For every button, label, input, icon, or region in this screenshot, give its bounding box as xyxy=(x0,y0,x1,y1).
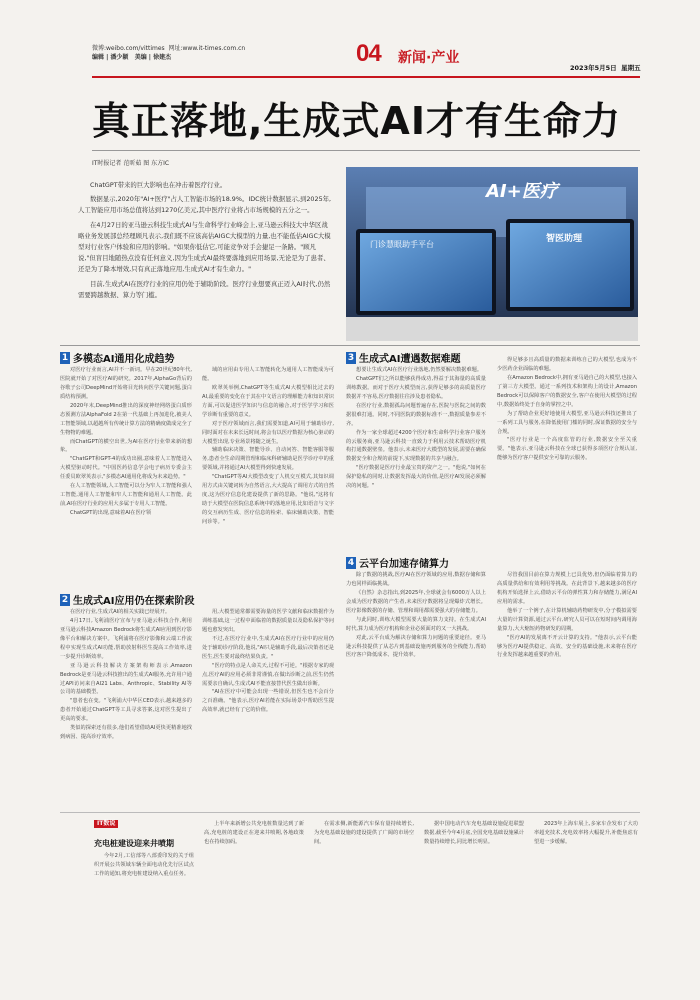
body-paragraph: "ChatGPT和GPT-4的成功出圈,意味着人工智能进入大模型驱动时代。"中国医药信息学会电子病历专委会主任委员欧翠英表示,"多模态AI通用化将成为未来趋势。" xyxy=(60,456,192,481)
section-heading-3 xyxy=(346,350,460,365)
body-paragraph: 在医疗行业,生成式AI的相关实践已经展开。 xyxy=(70,609,171,615)
intro-paragraph: ChatGPT带来的巨大影响也在冲击着医疗行业。 xyxy=(90,181,227,189)
photo-screen-title: AI+医疗 xyxy=(486,181,558,202)
body-paragraph: 与此同时,训练大模型需要大量的算力支持。在生成式AI时代,算力成为医疗机构和企业必须面对的又一大挑战。 xyxy=(346,616,486,632)
body-paragraph: 在医疗行业,数据孤岛问题普遍存在,医院与医院之间的数据很难打通。同时,不同医院的数据标准不一,数据质量参差不齐。 xyxy=(346,402,486,427)
body-paragraph: 域的应用由专用人工智能转化为通用人工智能成为可能。 xyxy=(202,367,334,382)
masthead-rule xyxy=(92,76,640,78)
body-paragraph: 今年2月,工信部等八部委印发的关于组织开展公共领域车辆全面电动化先行区试点工作的通知,将充电桩建设纳入重点任务。 xyxy=(94,853,194,877)
section-number: 4 xyxy=(347,557,355,568)
section-2-column-a xyxy=(60,608,192,806)
intro-paragraph: 数据显示,2020年"AI+医疗"占人工智能市场的18.9%。IDC统计数据显示,到2025年,人工智能应用市场总值将达到1270亿美元,其中医疗行业将占市场规模的五分之一。 xyxy=(78,195,332,215)
body-paragraph: 在需求侧,新能源汽车保有量持续增长,为充电基础设施的建设提供了广阔的市场空间。 xyxy=(314,821,414,845)
designer-name: 徐建杰 xyxy=(153,54,172,62)
section-4-column-a xyxy=(346,571,486,806)
body-paragraph: 上半年来新增公共充电桩数量达到了新高,充电桩的建设正在迎来井喷期,各地政策也在持续加码。 xyxy=(204,821,304,845)
body-paragraph: "医疗行业是一个高度监管的行业,数据安全至关重要。"他表示,亚马逊云科技在全球已获得多项医疗合规认证,能够为医疗客户提供安全可靠的云服务。 xyxy=(497,437,637,462)
section-number: 2 xyxy=(61,594,69,605)
designer-label: 美编 xyxy=(134,54,147,62)
intro-paragraph: 在4月27日的亚马逊云科技生成式AI与生命科学行业峰会上,亚马逊云科技大中华区战略业务发展部总经理顾凡表示,我们既不应该高估AIGC大模型的力量,也不能低估AIGC大模型对行业客户体验和应用的影响。"如果你低估它,可能竞争对手会捷足一条路。"顾凡说,"但盲目地随热点没有任何意义,因为生成式AI最终要落地到应用场景,无论是为了患者、还是为了降本增效,只有真正落地应用,生成式AI才有生命力。" xyxy=(78,220,331,274)
body-paragraph: 尽管我国目前在算力规模上已具优势,但仍面临着算力的高质量供给和有效利用等挑战。在此背景下,越来越多的医疗机构开始选择上云,借助云平台的弹性算力和存储能力,满足AI应用的需求。 xyxy=(497,572,637,605)
section-number: 1 xyxy=(61,352,69,363)
intro-block xyxy=(78,180,333,304)
bottom-column-a xyxy=(94,852,194,987)
page-number: 04 xyxy=(356,40,381,67)
weekday-text: 星期五 xyxy=(621,64,641,72)
body-paragraph: 用,大模型通常都需要海量的医学文献和临床数据作为训练基础,这一过程中面临着的数据质量以及隐私保护等问题也愈发突出。 xyxy=(202,609,334,633)
weibo-text: 微博:weibo.com/vittimes xyxy=(92,45,165,52)
body-paragraph: 对医疗行业而言,AI并不一新词。早在20世纪80年代,医院就开始了对医疗AI的研究。2017年,AlphaGo背后的谷歌子公司DeepMind开始将目光转向医学关键问题,蛋白质结构预测。 xyxy=(60,367,192,400)
body-paragraph: 2023年上海车展上,多家车企发布了大功率超充技术,充电效率将大幅提升,补能焦虑有望进一步缓解。 xyxy=(534,821,638,845)
section-4-column-b xyxy=(497,571,637,806)
body-paragraph: "医疗数据是医疗行业最宝贵的资产之一。"他说,"如何在保护隐私的同时,让数据发挥最大的价值,是医疗AI发展必须解决的问题。" xyxy=(346,465,486,490)
issue-date xyxy=(570,63,641,72)
section-title: 云平台加速存储算力 xyxy=(359,559,449,570)
body-paragraph: 不过,在医疗行业中,生成式AI在医疗行业中的应用仍处于辅助诊疗阶段,他说,"AI只是辅助手段,最后决策者还是医生,医生要对最终结果负责。" xyxy=(202,635,334,660)
body-paragraph: 对此,云平台成为解决存储和算力问题的重要途径。亚马逊云科技提供了从芯片到基础设施再到服务的全栈能力,帮助医疗客户降低成本、提升效率。 xyxy=(346,634,486,659)
section-heading-2 xyxy=(60,592,194,607)
section-title: 多模态AI通用化成趋势 xyxy=(73,354,175,365)
body-paragraph: 辅助临床决策、智能导诊、自动问答、智能客服等服务,患者全生命周期管理和临床科研辅助是医学诊疗中的重要领域,并将通过AI大模型得到快速发展。 xyxy=(202,447,334,472)
section-title: 生成式AI应用仍在探索阶段 xyxy=(73,596,195,607)
body-paragraph: 他举了一个例子,在计算机辅助药物研发中,分子模拟需要大量的计算资源,通过云平台,研究人员可以在短时间内调用海量算力,大大缩短药物研发的周期。 xyxy=(497,607,637,632)
body-paragraph: 4月17日,飞利浦医疗宣布与亚马逊云科技合作,利用亚马逊云科技Amazon Bedrock将生成式AI应用到医疗影像平台和解决方案中。飞利浦将在医疗影像和云端工作流程中实现生成式AI功能,帮助放射科医生提高工作效率,进一步提升诊断效率。 xyxy=(60,617,192,660)
body-paragraph: "医疗的特点是人命关天,过程不可逆。"根据专家的观点,医疗AI的应用必须非常谨慎,在做出诊断之前,医生仍然需要亲自确认,生成式AI不能直接替代医生做出诊断。 xyxy=(202,662,334,687)
body-paragraph: 在Amazon Bedrock中,拥有亚马逊自己的大模型,也接入了第三方大模型。通过一系列技术和架构上的设计,Amazon Bedrock可以保障客户的数据安全,客户在使用大模型的过程中,数据始终处于自身的掌控之中。 xyxy=(497,374,637,408)
body-paragraph: "AI在医疗中可能会出现一些错误,但医生也不会百分之百准确。"他表示,医疗AI若能在实际场景中帮助医生提高效率,就已经有了它的价值。 xyxy=(202,689,334,714)
body-paragraph: 除了数据的挑战,医疗AI在医疗领域的应用,数据存储和算力也同样面临挑战。 xyxy=(346,572,486,587)
body-paragraph: 《自然》杂志指出,到2025年,全球就会有6000万人以上会成为医疗数据的产生者,未来医疗数据将呈现爆炸式增长。医疗影像数据的存储、管理和调用都需要强大的存储能力。 xyxy=(346,589,486,614)
body-paragraph: "ChatGPT等AI大模型改变了人机交互模式,其知识调用方式由关键词转为自然语言,大大提高了调用方式的自然度,这为医疗信息化建设提供了新的思路。"他说,"这将有助于大模型在医院信息系统中的落地应用,比如语音与文字的交互病历生成、医疗信息的检索、临床辅助决策、智能问诊等。" xyxy=(202,474,334,525)
body-paragraph: 作为一家全球超过4200个医疗和生命科学行业客户服务的云服务商,亚马逊云科技一直致力于利用云技术帮助医疗机构打通数据壁垒。他表示,未来医疗大模型的发展,需要在确保数据安全和合规的前提下,实现数据的共享与融合。 xyxy=(346,429,486,463)
website-text: 网址:www.it-times.com.cn xyxy=(168,45,246,52)
body-paragraph: "患者也在变。"飞利浦大中华区CEO表示,越来越多的患者开始通过ChatGPT等工具寻求答案,这对医生提出了更高的要求。 xyxy=(60,698,192,723)
body-paragraph: 类似的探索还有很多,他们希望借助AI更快更精准地找到病因、提高诊疗效率。 xyxy=(60,725,192,741)
photo-screen-caption-right: 智医助理 xyxy=(546,234,583,244)
body-paragraph: ChatGPT的出现,意味着AI在医疗领 xyxy=(70,510,152,516)
body-paragraph: 为了帮助企业更好地使用大模型,亚马逊云科技还推出了一系列工具与服务,在降低使用门槛的同时,保证数据的安全与合规。 xyxy=(497,410,637,435)
headline-rule xyxy=(92,150,640,151)
section-heading-4 xyxy=(346,555,449,570)
body-paragraph: 2020年末,DeepMind推出的深度神经网络蛋白质形态预测方法AlphaFold 2在第一代基础上再加进化,被美人工智能领域,以超越所有传统计算方法的精确度做成完全了生物物的难题。 xyxy=(60,402,192,436)
bottom-column-e xyxy=(534,820,638,987)
body-paragraph: 在人工智能领域,人工智能可以分为窄人工智能和强人工智能,通用人工智能和窄人工智能和通用人工智能。此前,AI在医疗行业的应用大多属于专用人工智能。 xyxy=(60,483,192,508)
section-number: 3 xyxy=(347,352,355,363)
section-heading-1 xyxy=(60,350,174,365)
photo-screen-caption-left: 门诊慧眼助手平台 xyxy=(370,240,434,249)
body-paragraph: 想要让生成式AI在医疗行业落地,仍然要解决数据难题。 xyxy=(356,367,483,373)
bottom-column-c xyxy=(314,820,414,987)
body-paragraph: 而ChatGPT的横空出世,为AI在医疗行业带来新的想象。 xyxy=(60,438,192,454)
bottom-rule xyxy=(60,812,640,813)
bottom-column-b xyxy=(204,820,304,987)
body-paragraph: ChatGPT们之所以能够获得成功,得益于其海量的高质量训练数据。而对于医疗大模型而言,获得足够多的高质量医疗数据并不容易,医疗数据往往涉及患者隐私。 xyxy=(346,375,486,400)
body-paragraph: 据中国电动汽车充电基础设施促进联盟数据,截至今年4月底,全国充电基础设施累计数量持续增长,同比增长明显。 xyxy=(424,821,524,845)
section-2-column-b xyxy=(202,608,334,806)
section-3-column-b xyxy=(497,356,637,551)
body-paragraph: "医疗AI的发展离不开云计算的支持。"他表示,云平台能够为医疗AI提供稳定、高效、安全的基础设施,未来将在医疗行业发挥越来越重要的作用。 xyxy=(497,634,637,659)
byline: IT时报记者 范昕茹 图 东方IC xyxy=(92,160,170,167)
editor-name: 潘少颖 xyxy=(110,54,129,62)
body-paragraph: 对于医疗领域而言,我们需要知道,AI可用于辅助诊疗,同时面对在未来长远时间,将会有以医疗数据为核心驱动的大模型出现,专业场景将随之诞生。 xyxy=(202,420,334,445)
section-divider xyxy=(60,345,640,346)
masthead-info: 微博:weibo.com/vittimes 网址:www.it-times.com.cn 编辑 | 潘少颖 美编 | 徐建杰 xyxy=(92,45,246,62)
bottom-column-d xyxy=(424,820,524,987)
bottom-title: 充电桩建设迎来井喷期 xyxy=(94,839,174,848)
section-1-column-b xyxy=(202,366,334,586)
body-paragraph: 亚马逊云科技解决方案架构师表示,Amazon Bedrock是亚马逊云科技推出的生成式AI服务,允许用户通过API访问来自AI21 Labs、Anthropic、Stability AI等公司的基础模型。 xyxy=(60,662,192,696)
bottom-tag: IT数说 xyxy=(94,820,118,828)
intro-paragraph: 目前,生成式AI在医疗行业的应用仍处于辅助阶段。医疗行业想要真正迈入AI时代,仍然需要跨越数据、算力等门槛。 xyxy=(78,279,331,299)
body-paragraph: 欧翠英举例,ChatGPT等生成式AI大模型相比过去的AI,最重要的变化在于其在中文语言的理解能力和知识常识方面,可以促进医学知识与信息的融合,对于医学学习和医学诊断有重要的意义。 xyxy=(202,384,334,418)
editor-label: 编辑 xyxy=(92,54,105,62)
body-paragraph: 得足够多且高质量的数据来训练自己的大模型,也成为不少医药企业面临的难题。 xyxy=(497,357,637,372)
article-photo xyxy=(346,167,638,341)
date-text: 2023年5月5日 xyxy=(570,64,617,72)
headline: 真正落地,生成式AI才有生命力 xyxy=(92,99,621,143)
section-1-column-a xyxy=(60,366,192,586)
section-3-column-a xyxy=(346,366,486,551)
section-title: 生成式AI遭遇数据难题 xyxy=(359,354,461,365)
section-name: 新闻·产业 xyxy=(398,50,460,66)
